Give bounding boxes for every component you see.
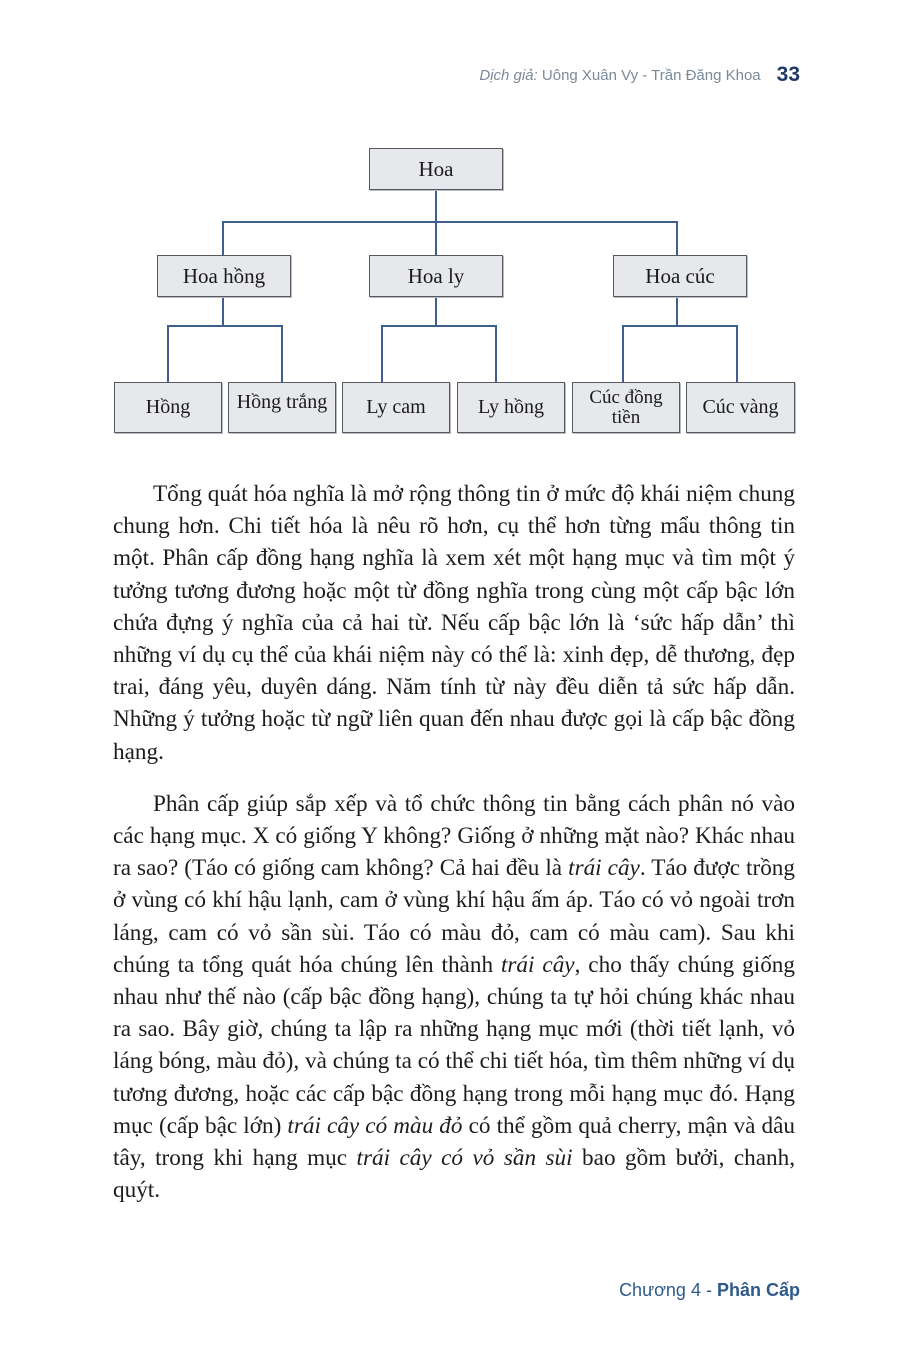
italic-term: trái cây [500, 951, 575, 978]
connector-line [495, 325, 497, 382]
translator-label: Dịch giả: [479, 66, 538, 84]
node-cuc-vang: Cúc vàng [686, 382, 795, 433]
connector-line [381, 325, 383, 382]
node-root: Hoa [369, 148, 503, 190]
connector-line [435, 190, 437, 222]
page-number: 33 [776, 63, 800, 86]
running-footer [619, 1280, 800, 1301]
text-run: bao gồm bưởi, chanh, quýt. [113, 1145, 795, 1204]
text-run: , cho thấy chúng giống nhau như thế nào (cấp bậc đồng hạng), chúng ta tự hỏi chúng khác nhau ra sao. Bây giờ, chúng ta lập ra những hạng mục mới (thời tiết lạnh, vỏ láng bóng, màu đỏ), và chúng ta có thể chi tiết hóa, tìm thêm những ví dụ tương đương, hoặc các cấp bậc đồng hạng trong mỗi hạng mục đó. Hạng mục (cấp bậc lớn) [113, 951, 795, 1139]
node-hoa-ly: Hoa ly [369, 255, 503, 297]
node-hoa-cuc: Hoa cúc [613, 255, 747, 297]
italic-term: trái cây có vỏ sần sùi [356, 1145, 573, 1172]
node-hong-trang: Hồng trắng [228, 382, 336, 433]
node-ly-hong: Ly hồng [457, 382, 565, 433]
connector-line [622, 325, 624, 382]
text-run: có thể gồm quả cherry, mận và dâu tây, trong khi hạng mục [113, 1112, 795, 1172]
node-cuc-dong-tien: Cúc đồng tiền [572, 382, 680, 433]
chapter-title: Phân Cấp [716, 1280, 800, 1300]
connector-line [622, 325, 738, 327]
translator-names: Uông Xuân Vy - Trần Đăng Khoa [541, 66, 761, 84]
flower-hierarchy-diagram [0, 0, 910, 440]
italic-term: trái cây [568, 855, 640, 882]
paragraph-2 [113, 788, 795, 1207]
connector-line [676, 221, 678, 255]
node-ly-cam: Ly cam [342, 382, 450, 433]
node-hong: Hồng [114, 382, 222, 433]
connector-line [222, 221, 678, 223]
text-run: Phân cấp giúp sắp xếp và tổ chức thông tin bằng cách phân nó vào các hạng mục. X có giống Y không? Giống ở những mặt nào? Khác nhau ra sao? (Táo có giống cam không? Cả hai đều là [113, 790, 795, 882]
connector-line [435, 221, 437, 255]
chapter-label: Chương 4 - [619, 1280, 712, 1300]
paragraph-1 [113, 478, 795, 768]
connector-line [222, 296, 224, 326]
body-text [113, 478, 795, 1206]
connector-line [281, 325, 283, 382]
connector-line [222, 221, 224, 255]
connector-line [167, 325, 169, 382]
node-hoa-hong: Hoa hồng [157, 255, 291, 297]
connector-line [381, 325, 497, 327]
text-run: Tổng quát hóa nghĩa là mở rộng thông tin ở mức độ khái niệm chung chung hơn. Chi tiết hóa là nêu rõ hơn, cụ thể hơn từng mẩu thông tin một. Phân cấp đồng hạng nghĩa là xem xét một hạng mục và tìm một ý tưởng tương đương hoặc một từ đồng nghĩa trong cùng một cấp bậc lớn chứa đựng ý nghĩa của cả hai từ. Nếu cấp bậc lớn là ‘sức hấp dẫn’ thì những ví dụ cụ thể của khái niệm này có thể là: xinh đẹp, dễ thương, đẹp trai, đáng yêu, duyên dáng. Năm tính từ này đều diễn tả sức hấp dẫn. Những ý tưởng hoặc từ ngữ liên quan đến nhau được gọi là cấp bậc đồng hạng. [113, 481, 795, 765]
connector-line [435, 296, 437, 326]
text-run: . Táo được trồng ở vùng có khí hậu lạnh, cam ở vùng khí hậu ấm áp. Táo có vỏ ngoài trơn láng, cam có vỏ sần sùi. Táo có màu đỏ, cam có màu cam). Sau khi chúng ta tổng quát hóa chúng lên thành [113, 855, 795, 978]
connector-line [736, 325, 738, 382]
connector-line [167, 325, 283, 327]
connector-line [676, 296, 678, 326]
italic-term: trái cây có màu đỏ [287, 1112, 463, 1139]
